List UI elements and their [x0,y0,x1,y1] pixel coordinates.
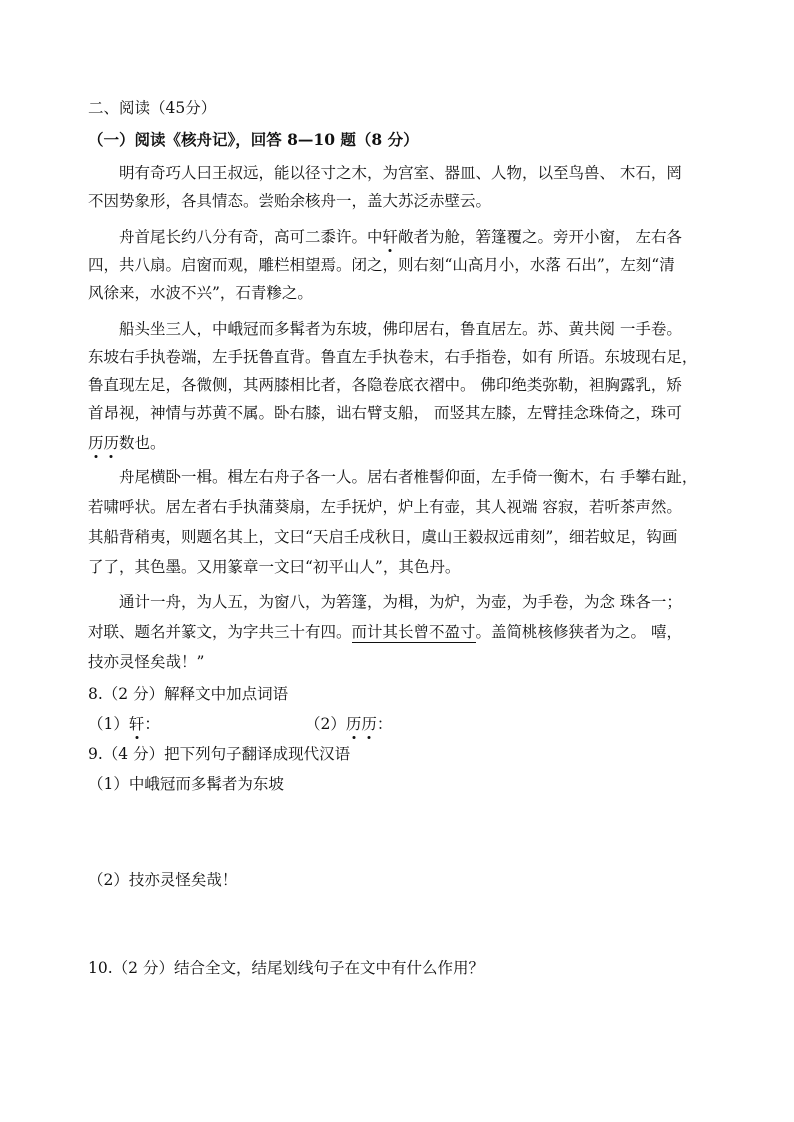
p2-line1-b: 敞者为舱，箬篷覆之。旁开小窗， 左右各 [398,228,682,246]
q8-item2 [305,714,392,734]
p1-line1: 明有奇巧人曰王叔远，能以径寸之木，为宫室、器皿、人物，以至鸟兽、 木石，罔 [119,164,682,182]
dotted-word-li-2: 历 [103,434,120,452]
q8-item1 [88,714,160,734]
q8-stem: 8.（2 分）解释文中加点词语 [88,685,289,703]
p4-line2: 若啸呼状。居左者右手执蒲葵扇，左手抚炉，炉上有壶，其人视端 容寂，若听茶声然。 [88,498,682,516]
q8-dotted-xuan: 轩 [128,715,145,733]
q8-dotted-li-1: 历 [345,715,362,733]
q8-item2-prefix: （2） [305,715,346,733]
p5-line2 [88,622,708,642]
q8-item2-suffix: ： [376,715,393,733]
p3-line4: 首昂视，神情与苏黄不属。卧右膝，诎右臂支船， 而竖其左膝，左臂挂念珠倚之，珠可 [88,404,682,422]
p3-line3: 鲁直现左足，各微侧，其两膝相比者，各隐卷底衣褶中。 佛印绝类弥勒，袒胸露乳，矫 [88,376,682,394]
p5-line3: 技亦灵怪矣哉！” [88,653,205,671]
p1-line2: 不因势象形，各具情态。尝贻余核舟一，盖大苏泛赤壁云。 [88,192,492,210]
underlined-sentence: 而计其长曾不盈寸 [351,623,476,641]
p5-line2-b: 。盖简桃核修狭者为之。 嘻， [475,623,682,641]
section-title: 二、阅读（45分） [88,99,217,117]
subsection-title: （一）阅读《核舟记》，回答 8—10 题（8 分） [88,130,419,149]
q8-item1-suffix: ： [144,715,160,733]
p2-line2: 四，共八扇。启窗而观，雕栏相望焉。闭之，则右刻“山高月小，水落 石出”，左刻“清 [88,256,675,274]
q9-stem: 9.（4 分）把下列句子翻译成现代汉语 [88,745,351,763]
p4-line4: 了了，其色墨。又用篆章一文曰“初平山人”，其色丹。 [88,558,461,576]
p5-line1: 通计一舟，为人五，为窗八，为箬篷，为楫，为炉，为壶，为手卷，为念 珠各一； [119,593,682,611]
p3-line5-c: 数也。 [119,434,166,452]
p2-line1-a: 舟首尾长约八分有奇，高可二黍许。中 [119,228,383,246]
q8-dotted-li-2: 历 [361,715,377,733]
p3-line2: 东坡右手执卷端，左手抚鲁直背。鲁直左手执卷末，右手指卷，如有 所语。东坡现右足， [88,348,698,366]
p4-line3: 其船背稍夷，则题名其上，文曰“天启壬戌秋日，虞山王毅叔远甫刻”，细若蚊足，钩画 [88,528,678,546]
p5-line2-a: 对联、题名并篆文，为字共三十有四。 [88,623,352,641]
q9-item2: （2）技亦灵怪矣哉！ [88,871,238,889]
q8-item1-prefix: （1） [88,715,129,733]
dotted-word-xuan: 轩 [382,228,399,246]
p3-line1: 船头坐三人，中峨冠而多髯者为东坡，佛印居右，鲁直居左。苏、黄共阅 一手卷。 [119,320,682,338]
p4-line1: 舟尾横卧一楫。楫左右舟子各一人。居右者椎髻仰面，左手倚一衡木，右 手攀右趾， [119,468,698,486]
q10-stem: 10.（2 分）结合全文，结尾划线句子在文中有什么作用？ [88,959,484,977]
p2-line3: 风徐来，水波不兴”，石青糁之。 [88,284,313,302]
q9-item1: （1）中峨冠而多髯者为东坡 [88,775,284,793]
p3-line5 [88,433,708,453]
p2-line1 [119,227,682,247]
dotted-word-li-1: 历 [88,434,104,452]
